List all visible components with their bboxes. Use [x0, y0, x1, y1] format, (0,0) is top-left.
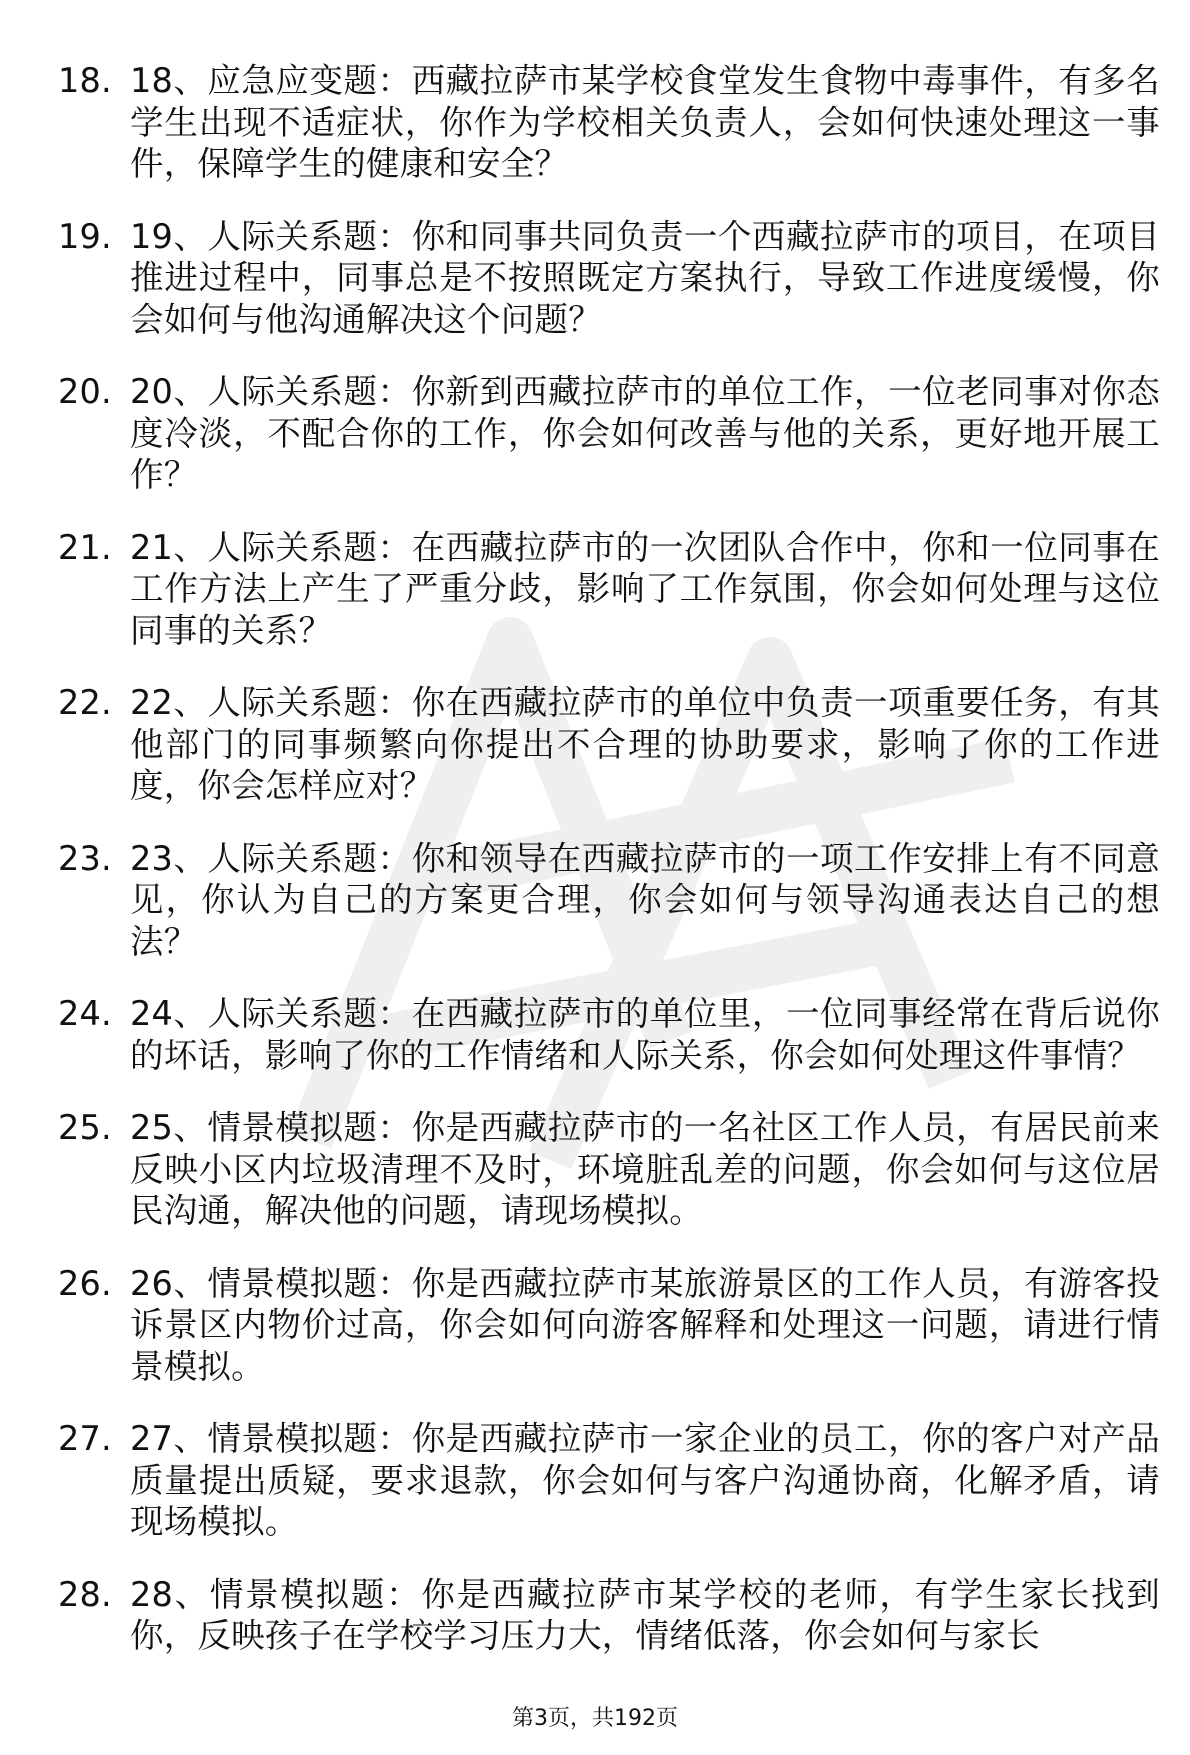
question-list	[0, 60, 1190, 1688]
question-number: 28.	[58, 1574, 112, 1614]
page-footer	[0, 1704, 1190, 1734]
question-number: 26.	[58, 1263, 112, 1303]
question-number: 27.	[58, 1419, 112, 1458]
page-number-label: 第3页，共192页	[512, 1706, 678, 1731]
question-item-20	[0, 371, 1190, 496]
question-number: 21.	[58, 527, 112, 567]
question-text: 25、情景模拟题：你是西藏拉萨市的一名社区工作人员，有居民前来反映小区内垃圾清理不及时，环境脏乱差的问题，你会如何与这位居民沟通，解决他的问题，请现场模拟。	[130, 1108, 1160, 1230]
question-text: 28、情景模拟题：你是西藏拉萨市某学校的老师，有学生家长找到你，反映孩子在学校学习压力大，情绪低落，你会如何与家长	[130, 1574, 1160, 1655]
question-item-25	[0, 1107, 1190, 1232]
question-number: 23.	[58, 838, 112, 878]
question-text: 23、人际关系题：你和领导在西藏拉萨市的一项工作安排上有不同意见，你认为自己的方案更合理，你会如何与领导沟通表达自己的想法？	[130, 838, 1160, 961]
question-item-27	[0, 1418, 1190, 1543]
question-text: 21、人际关系题：在西藏拉萨市的一次团队合作中，你和一位同事在工作方法上产生了严重分歧，影响了工作氛围，你会如何处理与这位同事的关系？	[130, 527, 1160, 650]
question-text: 19、人际关系题：你和同事共同负责一个西藏拉萨市的项目，在项目推进过程中，同事总是不按照既定方案执行，导致工作进度缓慢，你会如何与他沟通解决这个问题？	[130, 216, 1160, 339]
question-number: 24.	[58, 994, 112, 1033]
question-item-21	[0, 527, 1190, 652]
question-item-18	[0, 60, 1190, 185]
question-number: 20.	[58, 372, 112, 411]
question-text: 26、情景模拟题：你是西藏拉萨市某旅游景区的工作人员，有游客投诉景区内物价过高，你会如何向游客解释和处理这一问题，请进行情景模拟。	[130, 1263, 1160, 1386]
question-number: 22.	[58, 683, 112, 722]
question-text: 22、人际关系题：你在西藏拉萨市的单位中负责一项重要任务，有其他部门的同事频繁向你提出不合理的协助要求，影响了你的工作进度，你会怎样应对？	[130, 683, 1160, 805]
question-item-22	[0, 682, 1190, 807]
question-text: 20、人际关系题：你新到西藏拉萨市的单位工作，一位老同事对你态度冷淡，不配合你的工作，你会如何改善与他的关系，更好地开展工作？	[130, 372, 1160, 494]
question-number: 18.	[58, 61, 112, 100]
question-item-23	[0, 838, 1190, 963]
question-item-28	[0, 1574, 1190, 1657]
question-text: 27、情景模拟题：你是西藏拉萨市一家企业的员工，你的客户对产品质量提出质疑，要求退款，你会如何与客户沟通协商，化解矛盾，请现场模拟。	[130, 1419, 1160, 1541]
question-number: 25.	[58, 1108, 112, 1147]
question-item-24	[0, 993, 1190, 1076]
question-text: 18、应急应变题：西藏拉萨市某学校食堂发生食物中毒事件，有多名学生出现不适症状，你作为学校相关负责人，会如何快速处理这一事件，保障学生的健康和安全？	[130, 61, 1160, 183]
question-text: 24、人际关系题：在西藏拉萨市的单位里，一位同事经常在背后说你的坏话，影响了你的工作情绪和人际关系，你会如何处理这件事情？	[130, 994, 1160, 1075]
question-number: 19.	[58, 216, 112, 256]
question-item-19	[0, 216, 1190, 341]
question-item-26	[0, 1263, 1190, 1388]
